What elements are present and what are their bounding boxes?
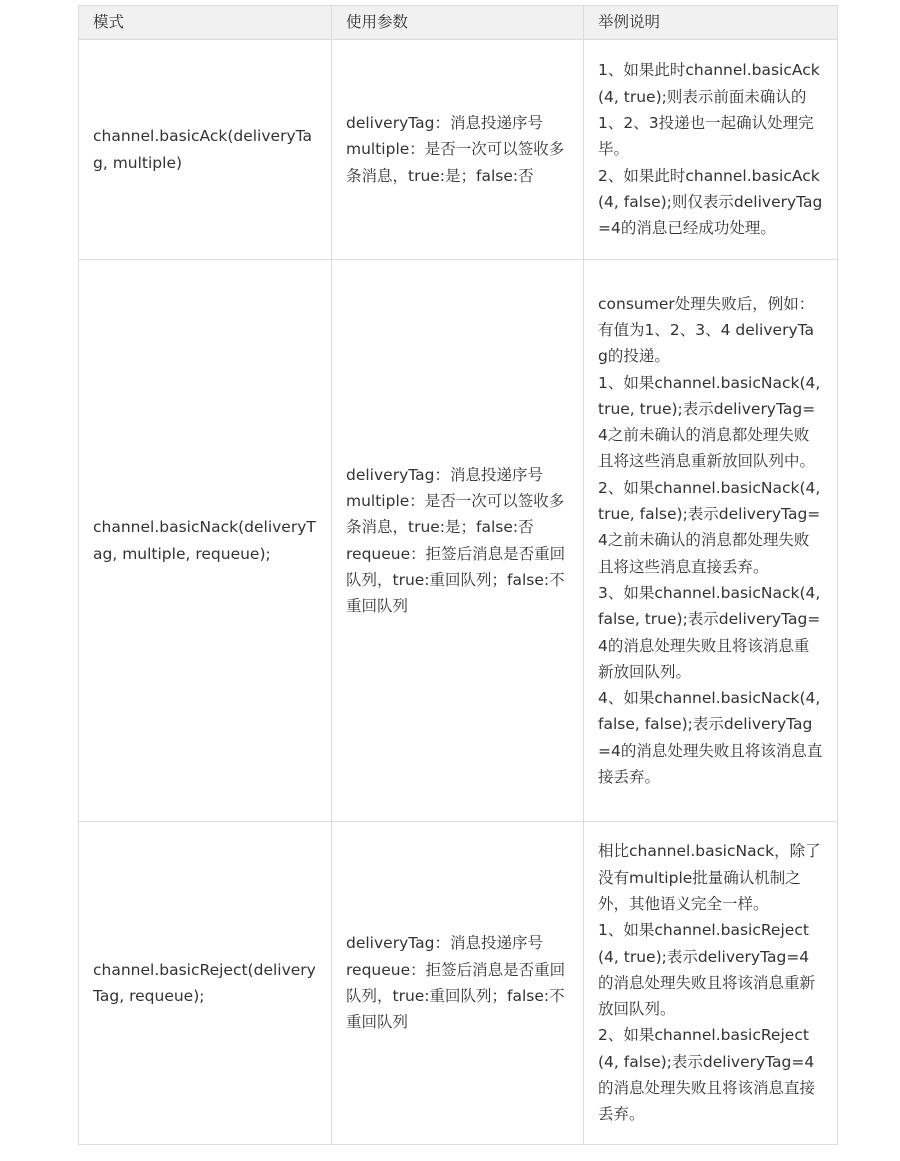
param-line: deliveryTag：消息投递序号 — [346, 465, 543, 484]
mode-text: channel.basicReject(deliveryTag, requeue); — [93, 960, 316, 1005]
example-cell — [584, 40, 838, 260]
example-line: consumer处理失败后，例如：有值为1、2、3、4 deliveryTag的投递。 — [598, 294, 815, 366]
example-line: 2、如果channel.basicNack(4, true, false);表示deliveryTag=4之前未确认的消息都处理失败且将这些消息直接丢弃。 — [598, 478, 821, 576]
table-row — [79, 822, 838, 1145]
table-row — [79, 40, 838, 260]
example-line: 2、如果channel.basicReject(4, false);表示deliveryTag=4的消息处理失败且将该消息直接丢弃。 — [598, 1026, 816, 1124]
mode-cell — [79, 40, 332, 260]
api-comparison-table — [78, 5, 838, 1145]
example-line: 3、如果channel.basicNack(4, false, true);表示deliveryTag=4的消息处理失败且将该消息重新放回队列。 — [598, 583, 821, 681]
mode-cell — [79, 260, 332, 822]
param-line: requeue：拒签后消息是否重回队列，true:重回队列；false:不重回队列 — [346, 960, 566, 1032]
example-line: 1、如果此时channel.basicAck(4, true);则表示前面未确认的1、2、3投递也一起确认处理完毕。 — [598, 61, 820, 159]
example-cell — [584, 822, 838, 1145]
param-line: multiple：是否一次可以签收多条消息，true:是；false:否 — [346, 491, 565, 537]
params-cell — [332, 40, 584, 260]
param-line: requeue：拒签后消息是否重回队列，true:重回队列；false:不重回队列 — [346, 544, 566, 616]
example-line: 1、如果channel.basicNack(4, true, true);表示deliveryTag=4之前未确认的消息都处理失败且将这些消息重新放回队列中。 — [598, 373, 821, 471]
table-row — [79, 260, 838, 822]
param-line: multiple：是否一次可以签收多条消息，true:是；false:否 — [346, 140, 565, 185]
header-params: 使用参数 — [332, 6, 584, 40]
mode-text: channel.basicAck(deliveryTag, multiple) — [93, 127, 313, 172]
example-line: 相比channel.basicNack，除了没有multiple批量确认机制之外，其他语义完全一样。 — [598, 842, 821, 913]
example-line: 2、如果此时channel.basicAck(4, false);则仅表示deliveryTag=4的消息已经成功处理。 — [598, 166, 823, 238]
params-cell — [332, 822, 584, 1145]
example-line: 1、如果channel.basicReject(4, true);表示deliveryTag=4的消息处理失败且将该消息重新放回队列。 — [598, 921, 816, 1019]
table-header-row — [79, 6, 838, 40]
header-example: 举例说明 — [584, 6, 838, 40]
param-line: deliveryTag：消息投递序号 — [346, 934, 543, 953]
param-line: deliveryTag：消息投递序号 — [346, 114, 543, 133]
example-cell — [584, 260, 838, 822]
params-cell — [332, 260, 584, 822]
mode-cell — [79, 822, 332, 1145]
example-line: 4、如果channel.basicNack(4, false, false);表示deliveryTag=4的消息处理失败且将该消息直接丢弃。 — [598, 689, 823, 787]
header-mode: 模式 — [79, 6, 332, 40]
mode-text: channel.basicNack(deliveryTag, multiple, requeue); — [93, 518, 316, 563]
